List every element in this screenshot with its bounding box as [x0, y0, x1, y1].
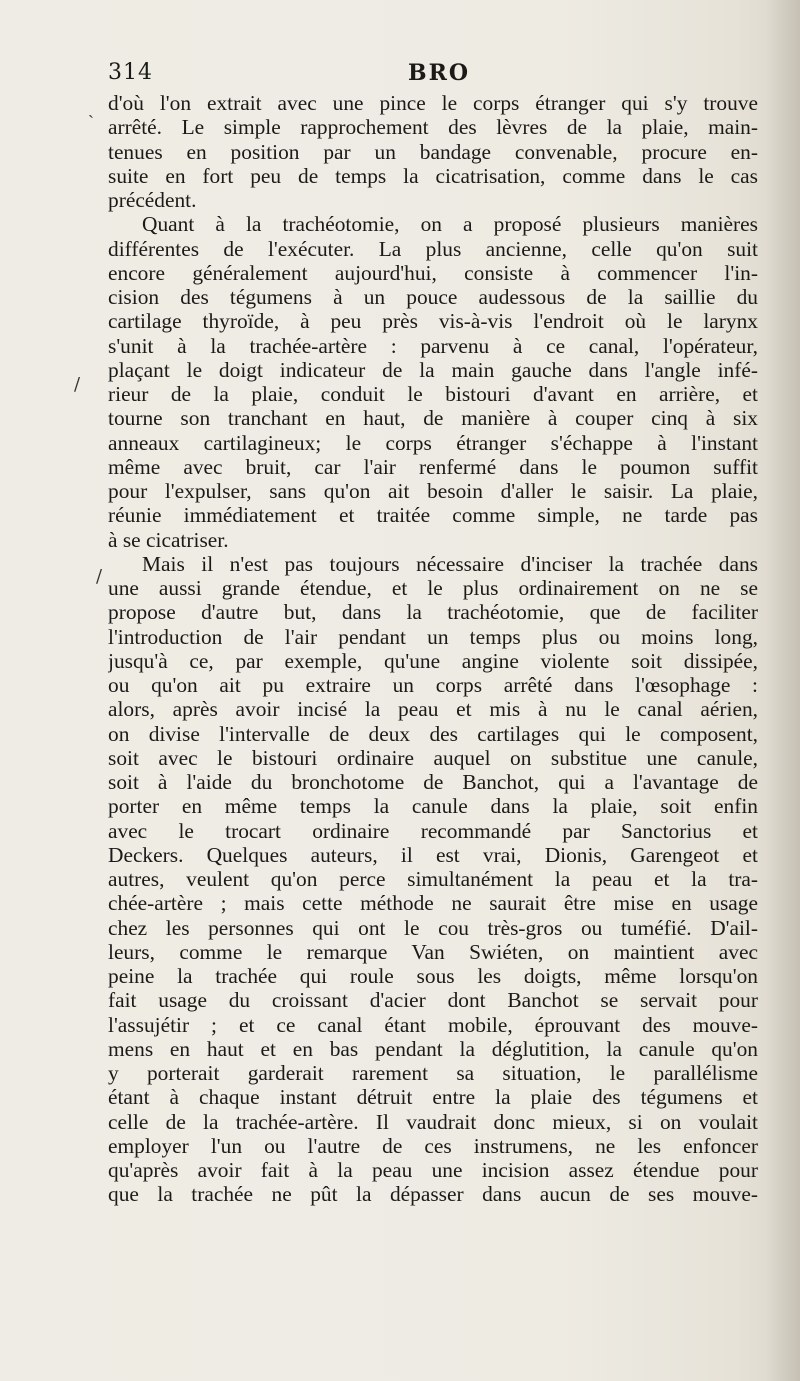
text-line: précédent. [108, 188, 197, 212]
text-line: cision des tégumens à un pouce audessous de la saillie du [108, 285, 758, 309]
text-line: anneaux cartilagineux; le corps étranger s'échappe à l'instant [108, 430, 758, 455]
body-text [108, 91, 758, 1207]
text-line: différentes de l'exécuter. La plus ancienne, celle qu'on suit [108, 236, 758, 261]
text-line: étant à chaque instant détruit entre la plaie des tégumens et [108, 1085, 758, 1110]
text-line: rieur de la plaie, conduit le bistouri d'avant en arrière, et [108, 382, 758, 406]
page-edge-shadow [766, 0, 800, 1381]
text-line: que la trachée ne pût la dépasser dans aucun de ses mouve- [108, 1182, 758, 1207]
text-line: l'assujétir ; et ce canal étant mobile, éprouvant des mouve- [108, 1012, 758, 1037]
page-header [108, 60, 758, 94]
text-line: leurs, comme le remarque Van Swiéten, on maintient avec [108, 939, 758, 964]
margin-tick-mark: ˏ [88, 98, 94, 119]
text-line: à se cicatriser. [108, 527, 229, 552]
text-line: celle de la trachée-artère. Il vaudrait donc mieux, si on voulait [108, 1109, 758, 1134]
text-line: qu'après avoir fait à la peau une incision assez étendue pour [108, 1158, 758, 1182]
text-line: l'introduction de l'air pendant un temps plus ou moins long, [108, 624, 758, 649]
text-line: employer l'un ou l'autre de ces instrumens, ne les enfoncer [108, 1133, 758, 1158]
text-line: propose d'autre but, dans la trachéotomie, que de faciliter [108, 600, 758, 625]
text-line: jusqu'à ce, par exemple, qu'une angine violente soit dissipée, [108, 648, 758, 673]
text-line: porter en même temps la canule dans la plaie, soit enfin [108, 794, 758, 819]
text-line: arrêté. Le simple rapprochement des lèvres de la plaie, main- [108, 115, 758, 140]
text-line: soit avec le bistouri ordinaire auquel on substitue une canule, [108, 745, 758, 770]
text-line: encore généralement aujourd'hui, consiste à commencer l'in- [108, 260, 758, 285]
text-line: fait usage du croissant d'acier dont Banchot se servait pour [108, 988, 758, 1013]
margin-tick-mark: / [74, 374, 81, 395]
running-head: BRO [408, 60, 471, 86]
text-line: peine la trachée qui roule sous les doigts, même lorsqu'on [108, 964, 758, 988]
text-line: plaçant le doigt indicateur de la main gauche dans l'angle infé- [108, 357, 758, 382]
paragraph-start-line: Quant à la trachéotomie, on a proposé plusieurs manières [142, 212, 758, 237]
text-line: s'unit à la trachée-artère : parvenu à ce canal, l'opérateur, [108, 333, 758, 358]
text-line: mens en haut et en bas pendant la déglutition, la canule qu'on [108, 1036, 758, 1061]
text-line: avec le trocart ordinaire recommandé par Sanctorius et [108, 818, 758, 843]
text-line: tenues en position par un bandage convenable, procure en- [108, 139, 758, 164]
page-number: 314 [108, 60, 153, 85]
text-line: tourne son tranchant en haut, de manière à couper cinq à six [108, 406, 758, 431]
text-line: chée-artère ; mais cette méthode ne saurait être mise en usage [108, 891, 758, 916]
text-line: Deckers. Quelques auteurs, il est vrai, Dionis, Garengeot et [108, 842, 758, 867]
text-line: pour l'expulser, sans qu'on ait besoin d'aller le saisir. La plaie, [108, 479, 758, 503]
text-line: on divise l'intervalle de deux des cartilages qui le composent, [108, 721, 758, 746]
text-line: chez les personnes qui ont le cou très-gros ou tuméfié. D'ail- [108, 915, 758, 940]
text-line: suite en fort peu de temps la cicatrisation, comme dans le cas [108, 163, 758, 188]
text-line: même avec bruit, car l'air renfermé dans le poumon suffit [108, 454, 758, 479]
margin-tick-mark: / [96, 566, 103, 587]
text-line: alors, après avoir incisé la peau et mis à nu le canal aérien, [108, 697, 758, 722]
text-line: réunie immédiatement et traitée comme simple, ne tarde pas [108, 503, 758, 528]
text-line: cartilage thyroïde, à peu près vis-à-vis l'endroit où le larynx [108, 309, 758, 334]
text-line: une aussi grande étendue, et le plus ordinairement on ne se [108, 576, 758, 600]
text-line: y porterait garderait rarement sa situation, le parallélisme [108, 1061, 758, 1085]
paragraph-start-line: Mais il n'est pas toujours nécessaire d'inciser la trachée dans [142, 551, 758, 576]
text-line: ou qu'on ait pu extraire un corps arrêté dans l'œsophage : [108, 673, 758, 697]
text-line: d'où l'on extrait avec une pince le corps étranger qui s'y trouve [108, 91, 758, 115]
text-line: soit à l'aide du bronchotome de Banchot, qui a l'avantage de [108, 770, 758, 794]
text-line: autres, veulent qu'on perce simultanément la peau et la tra- [108, 867, 758, 891]
